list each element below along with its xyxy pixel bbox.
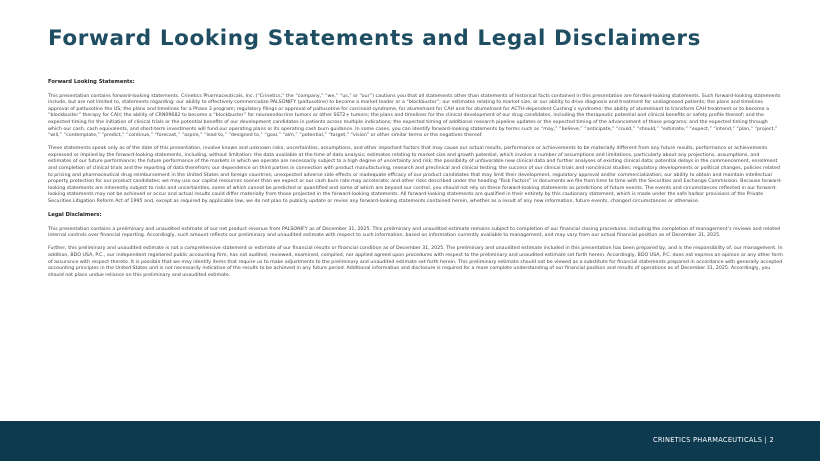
slide-body <box>48 79 783 286</box>
legal-disclaimer-paragraph-1: This presentation contains a preliminary and unaudited estimate of our net product revenue from PALSONIFY as of December 31, 2025. This preliminary and unaudited estimate remains subject to completion of our financial closing procedures, including the completion of management’s reviews and related internal controls over financial reporting. Accordingly, such amount reflects our preliminary and unaudited estimate with respect to such information, based on information currently available to management, and may vary from our actual financial position as of December 31, 2025. <box>48 226 781 239</box>
forward-looking-paragraph-2: These statements speak only as of the date of this presentation, involve known and unknown risks, uncertainties, assumptions, and other important factors that may cause our actual results, performance or achievements to be materially different from any future results, performance or achievements expressed or implied by the forward-looking statements, including, without limitation: the data available at the time of data analysis; estimates relating to market size and growth potential, which involve a number of assumptions and limitations, particularly about any projections, assumptions, and estimates of our future performance; the future performance of the markets in which we operate are necessarily subject to a high degree of uncertainty and risk; the possibility of unfavorable new clinical data and further analyses of existing clinical data; potential delays in the commencement, enrollment and completion of clinical trials and the reporting of data therefrom; our dependence on third parties in connection with product manufacturing, research and preclinical and clinical testing; the success of our clinical trials and nonclinical studies; regulatory developments or political changes, policies related to pricing and pharmaceutical drug reimbursement in the United States and foreign countries; unexpected adverse side effects or inadequate efficacy of our product candidates that may limit their development, regulatory approval and/or commercialization; our ability to obtain and maintain intellectual property protection for our product candidates; we may use our capital resources sooner than we expect or our cash burn rate may accelerate; and other risks described under the heading “Risk Factors” in documents we file from time to time with the Securities and Exchange Commission. Because forward-looking statements are inherently subject to risks and uncertainties, some of which cannot be predicted or quantified and some of which are beyond our control, you should not rely on these forward-looking statements as predictions of future events. The events and circumstances reflected in our forward-looking statements may not be achieved or occur and actual results could differ materially from those projected in the forward-looking statements. All forward-looking statements are qualified in their entirety by this cautionary statement, which is made under the safe harbor provisions of the Private Securities Litigation Reform Act of 1995 and, except as required by applicable law, we do not plan to publicly update or revise any forward-looking statements contained herein, whether as a result of any new information, future events, changed circumstances or otherwise. <box>48 146 782 204</box>
section-heading-legal-disclaimers: Legal Disclaimers: <box>48 212 102 219</box>
legal-disclaimer-paragraph-2: Further, this preliminary and unaudited estimate is not a comprehensive statement or estimate of our financial results or financial condition as of December 31, 2025. The preliminary and unaudited estimate included in this presentation has been prepared by, and is the responsibility of, our management. In addition, BDO USA, P.C., our independent registered public accounting firm, has not audited, reviewed, examined, compiled, nor applied agreed upon procedures with respect to the preliminary and unaudited estimate set forth herein. Accordingly, BDO USA, P.C. does not express an opinion or any other form of assurance with respect thereto. It is possible that we may identify items that require us to make adjustments to the preliminary and unaudited estimate set forth herein. This preliminary estimate should not be viewed as a substitute for financial statements prepared in accordance with generally accepted accounting principles in the United States and is not necessarily indicative of the results to be achieved in any future period. Additional information and disclosure is required for a more complete understanding of our financial position and results of operations as of December 31, 2025. Accordingly, you should not place undue reliance on this preliminary and unaudited estimate. <box>48 246 783 278</box>
page-title: Forward Looking Statements and Legal Disclaimers <box>48 26 702 51</box>
footer-company-page-label: CRINETICS PHARMACEUTICALS | 2 <box>652 436 774 444</box>
forward-looking-paragraph-1: This presentation contains forward-looking statements. Crinetics Pharmaceuticals, Inc. (“Crinetics,” the “company,” “we,” “us,” or “our”) cautions you that all statements other than statements of historical facts contained in this presentation are forward-looking statements. Such forward-looking statements include, but are not limited to, statements regarding: our ability to effectively commercialize PALSONIFY (paltusotine) to become a market leader or a “blockbuster”; our estimates relating to market size, or our ability to drive diagnosis and treatment for undiagnosed patients; the plans and timelines approval of paltusotine the US; the plans and timelines for a Phase 3 program; regulatory filings or approval of paltusotine for carcinoid syndrome, for atumelnant for CAH and for atumelnant for ACTH-dependent Cushing’s syndrome; the ability of atumelnant to transform CAH treatment or to become a “blockbuster” therapy for CAH; the ability of CRN09682 to become a “blockbuster” for neuroendocrine tumors or other SST2+ tumors; the plans and timelines for the clinical development of our drug candidates, including the therapeutic potential and clinical benefits or safety profile thereof; and the expected timing for the initiation of clinical trials or the potential benefits of our development candidates in patients across multiple indications; the expected timing of additional research pipeline updates or the expected timing of the advancement of those programs; and the expected timing through which our cash, cash equivalents, and short-term investments will fund our operating plans or its operating cash burn guidance. In some cases, you can identify forward-looking statements by terms such as “may,” “believe,” “anticipate,” “could,” “should,” “estimate,” “expect,” “intend,” “plan,” “project,” “will,” “contemplate,” “predict,” “continue,” “forecast,” “aspire,” “lead to,” “designed to,” “goal,” “aim,” “potential,” “target,” “vision” or other similar terms or the negatives thereof. <box>48 93 781 139</box>
section-heading-forward-looking: Forward Looking Statements: <box>48 79 135 85</box>
footer-bar <box>0 421 820 461</box>
